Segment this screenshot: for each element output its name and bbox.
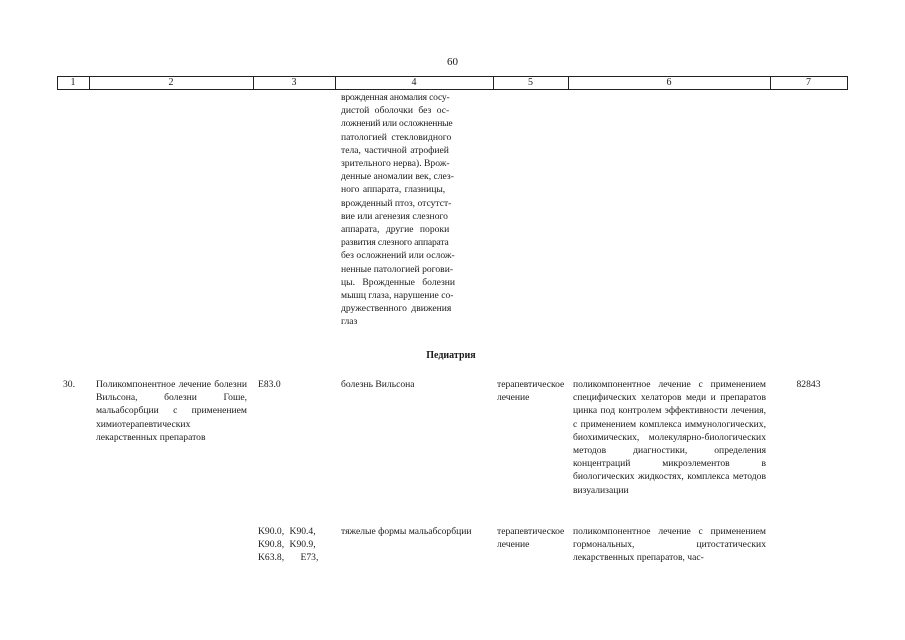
- row-number: 30.: [63, 379, 75, 390]
- column-number-5: 5: [528, 77, 533, 88]
- page-number: 60: [447, 56, 458, 68]
- text-line: ного аппарата, глазницы,: [341, 184, 446, 196]
- text-line: дружественного движения: [341, 303, 452, 315]
- column-divider: [847, 76, 848, 89]
- text-line: мышц глаза, нарушение со-: [341, 290, 454, 302]
- text-line: врожденный птоз, отсутст-: [341, 197, 452, 209]
- text-line: без осложнений или ослож-: [341, 250, 455, 262]
- text-line: дистой оболочки без ос-: [341, 105, 450, 117]
- treatment-method: поликомпонентное лечение с применением специфических хелаторов меди и препаратов цинка под контролем эффективности лечения, с применением комплекса иммунологических, биохимических, молекулярно-биологических методов диагностики, определения концентраций микроэлементов в биологических жидкостях, комплекса методов визуализации: [573, 379, 766, 496]
- treatment-method: поликомпонентное лечение с применением гормональных, цитостатических лекарственных препаратов, час-: [573, 526, 766, 564]
- treatment-type: терапевтическое лечение: [497, 526, 565, 551]
- text-line: врожденная аномалия сосу-: [341, 92, 450, 103]
- column-number-3: 3: [291, 77, 297, 88]
- text-line: патологией стекловидного: [341, 131, 452, 143]
- patient-model: болезнь Вильсона: [341, 379, 415, 390]
- column-number-1: 1: [70, 77, 76, 88]
- continuation-model-text: [341, 91, 486, 329]
- text-line: ненные патологией рогови-: [341, 263, 454, 275]
- column-number-6: 6: [666, 77, 672, 88]
- text-line: ложнений или осложненные: [341, 118, 453, 130]
- text-line: денные аномалии век, слез-: [341, 171, 454, 183]
- patient-model: тяжелые формы мальабсорбции: [341, 526, 472, 537]
- treatment-type: терапевтическое лечение: [497, 379, 565, 404]
- column-number-2: 2: [168, 77, 174, 88]
- text-line: зрительного нерва). Врож-: [341, 158, 450, 170]
- column-number-7: 7: [806, 77, 811, 88]
- text-line: цы. Врожденные болезни: [341, 276, 456, 288]
- text-line: тела, частичной атрофией: [341, 144, 449, 156]
- column-number-4: 4: [411, 77, 417, 88]
- icd-codes: [258, 525, 332, 565]
- cost-value: 82843: [796, 379, 821, 390]
- section-title: Педиатрия: [426, 350, 476, 361]
- code-line: K90.0, K90.4,: [258, 526, 316, 537]
- header-bottom-rule: [57, 89, 848, 90]
- text-line: вие или агенезия слезного: [341, 210, 448, 222]
- text-line: аппарата, другие пороки: [341, 224, 450, 236]
- text-line: глаз: [341, 316, 358, 328]
- text-line: развития слезного аппарата: [341, 237, 449, 249]
- icd-codes: E83.0: [258, 379, 281, 390]
- procedure-name: Поликомпонентное лечение болезни Вильсона, болезни Гоше, мальабсорбции с применением химиотерапевтических лекарственных препаратов: [96, 379, 247, 443]
- code-line: K63.8, E73,: [258, 552, 319, 564]
- code-line: K90.8, K90.9,: [258, 539, 316, 551]
